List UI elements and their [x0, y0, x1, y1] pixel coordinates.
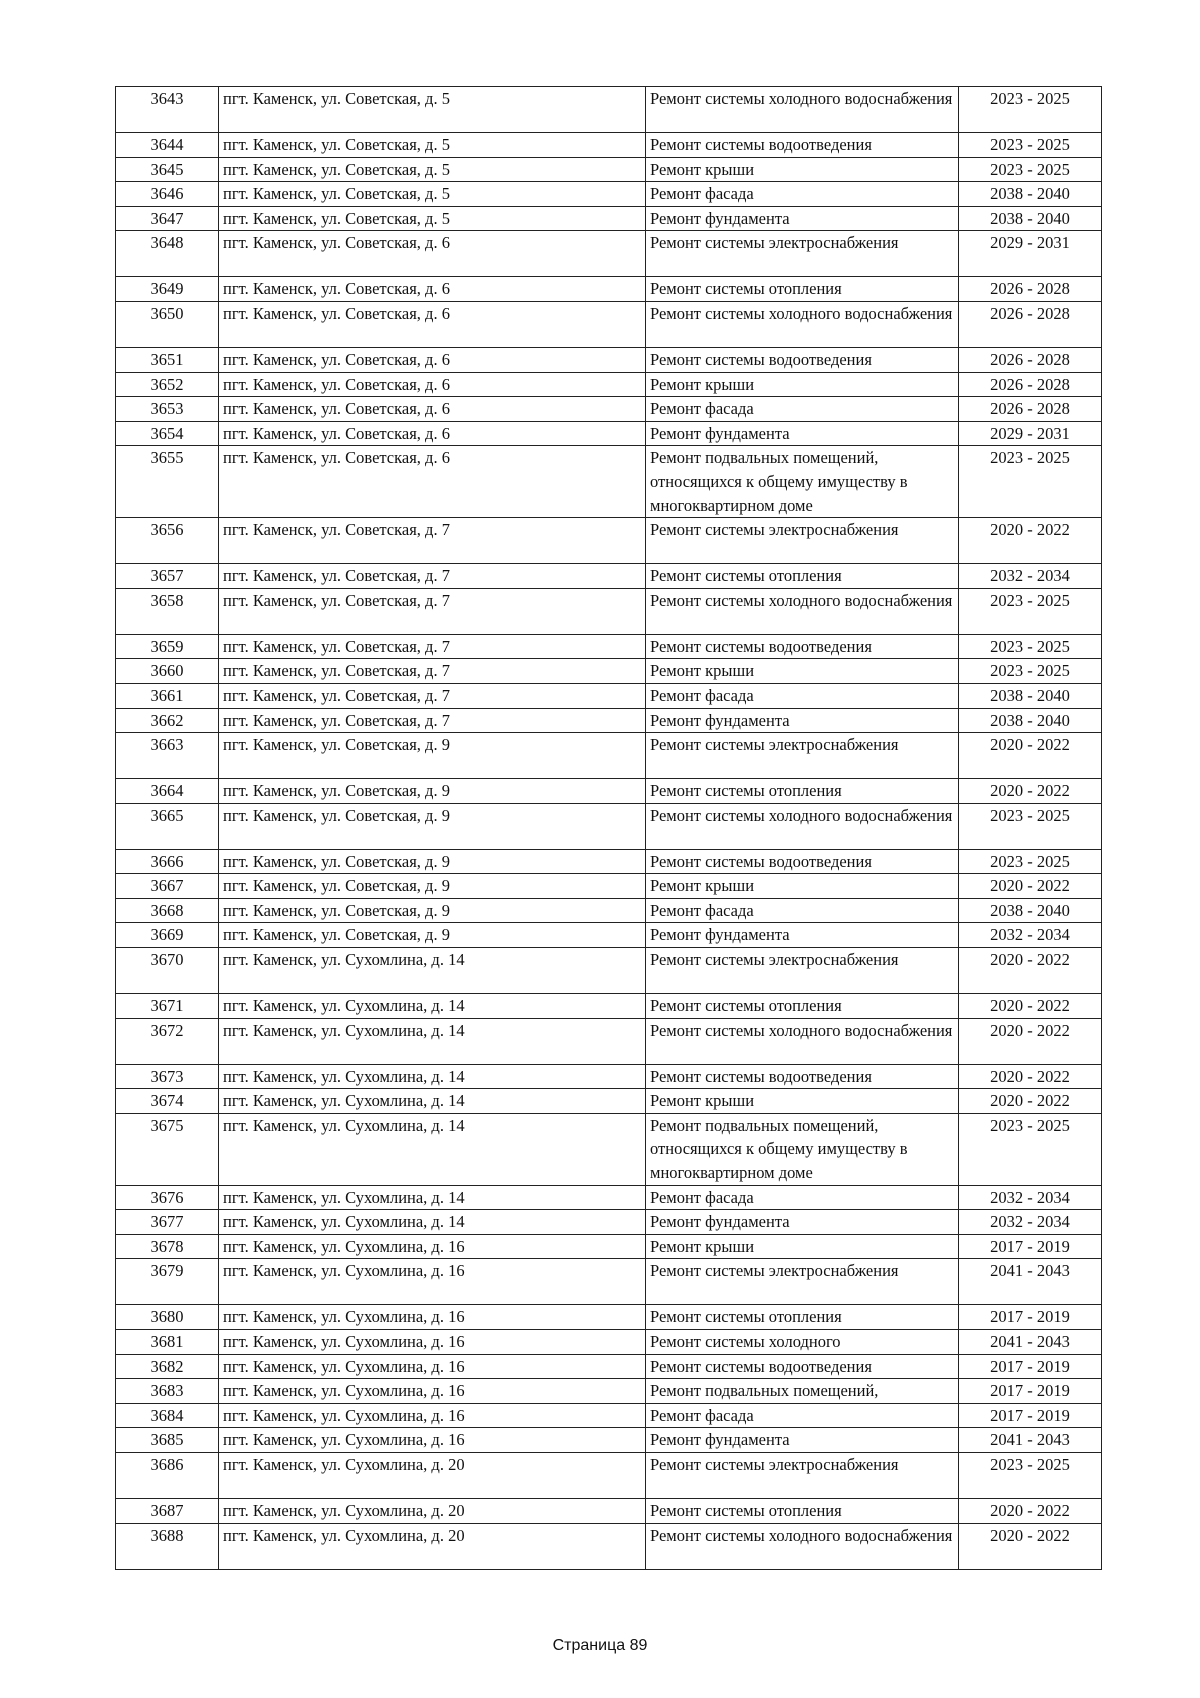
table-row [116, 803, 1102, 849]
work-type-cell: Ремонт фундамента [646, 421, 959, 446]
period-cell: 2017 - 2019 [959, 1354, 1102, 1379]
table-row [116, 634, 1102, 659]
address-cell: пгт. Каменск, ул. Советская, д. 7 [219, 518, 646, 564]
address-cell: пгт. Каменск, ул. Советская, д. 9 [219, 849, 646, 874]
address-cell: пгт. Каменск, ул. Сухомлина, д. 16 [219, 1403, 646, 1428]
table-row [116, 133, 1102, 158]
address-cell: пгт. Каменск, ул. Сухомлина, д. 16 [219, 1305, 646, 1330]
work-type-cell: Ремонт фундамента [646, 1210, 959, 1235]
row-number-cell: 3646 [116, 182, 219, 207]
table-row [116, 1018, 1102, 1064]
row-number-cell: 3664 [116, 779, 219, 804]
table-row [116, 1305, 1102, 1330]
row-number-cell: 3657 [116, 564, 219, 589]
period-cell: 2026 - 2028 [959, 277, 1102, 302]
table-row [116, 206, 1102, 231]
row-number-cell: 3674 [116, 1089, 219, 1114]
period-cell: 2023 - 2025 [959, 87, 1102, 133]
address-cell: пгт. Каменск, ул. Советская, д. 5 [219, 157, 646, 182]
row-number-cell: 3651 [116, 347, 219, 372]
work-type-cell: Ремонт системы отопления [646, 1498, 959, 1523]
work-type-cell: Ремонт системы холодного водоснабжения [646, 588, 959, 634]
period-cell: 2026 - 2028 [959, 347, 1102, 372]
period-cell: 2041 - 2043 [959, 1259, 1102, 1305]
row-number-cell: 3656 [116, 518, 219, 564]
row-number-cell: 3645 [116, 157, 219, 182]
table-row [116, 277, 1102, 302]
address-cell: пгт. Каменск, ул. Сухомлина, д. 14 [219, 948, 646, 994]
address-cell: пгт. Каменск, ул. Сухомлина, д. 14 [219, 1064, 646, 1089]
work-type-cell: Ремонт системы холодного [646, 1330, 959, 1355]
table-row [116, 347, 1102, 372]
period-cell: 2038 - 2040 [959, 683, 1102, 708]
address-cell: пгт. Каменск, ул. Советская, д. 5 [219, 87, 646, 133]
row-number-cell: 3672 [116, 1018, 219, 1064]
table-row [116, 1452, 1102, 1498]
address-cell: пгт. Каменск, ул. Советская, д. 9 [219, 898, 646, 923]
table-row [116, 564, 1102, 589]
address-cell: пгт. Каменск, ул. Сухомлина, д. 14 [219, 1089, 646, 1114]
work-type-cell: Ремонт системы отопления [646, 1305, 959, 1330]
table-row [116, 1234, 1102, 1259]
row-number-cell: 3666 [116, 849, 219, 874]
work-type-cell: Ремонт фасада [646, 1403, 959, 1428]
work-type-cell: Ремонт крыши [646, 157, 959, 182]
row-number-cell: 3658 [116, 588, 219, 634]
table-row [116, 1403, 1102, 1428]
work-type-cell: Ремонт фасада [646, 1185, 959, 1210]
work-type-cell: Ремонт системы электроснабжения [646, 1452, 959, 1498]
table-row [116, 779, 1102, 804]
row-number-cell: 3662 [116, 708, 219, 733]
row-number-cell: 3648 [116, 231, 219, 277]
period-cell: 2023 - 2025 [959, 634, 1102, 659]
table-row [116, 518, 1102, 564]
table-row [116, 1210, 1102, 1235]
page-number: Страница 89 [552, 1637, 648, 1654]
period-cell: 2017 - 2019 [959, 1379, 1102, 1404]
row-number-cell: 3685 [116, 1428, 219, 1453]
work-type-cell: Ремонт системы холодного водоснабжения [646, 803, 959, 849]
work-type-cell: Ремонт подвальных помещений, [646, 1379, 959, 1404]
row-number-cell: 3661 [116, 683, 219, 708]
table-row [116, 1089, 1102, 1114]
work-type-cell: Ремонт крыши [646, 1234, 959, 1259]
row-number-cell: 3655 [116, 446, 219, 518]
period-cell: 2023 - 2025 [959, 133, 1102, 158]
row-number-cell: 3687 [116, 1498, 219, 1523]
period-cell: 2020 - 2022 [959, 1064, 1102, 1089]
address-cell: пгт. Каменск, ул. Советская, д. 6 [219, 301, 646, 347]
table-row [116, 231, 1102, 277]
table-row [116, 1064, 1102, 1089]
work-type-cell: Ремонт системы водоотведения [646, 1354, 959, 1379]
period-cell: 2017 - 2019 [959, 1403, 1102, 1428]
table-row [116, 397, 1102, 422]
address-cell: пгт. Каменск, ул. Советская, д. 7 [219, 659, 646, 684]
address-cell: пгт. Каменск, ул. Сухомлина, д. 16 [219, 1330, 646, 1355]
work-type-cell: Ремонт фундамента [646, 1428, 959, 1453]
work-type-cell: Ремонт фундамента [646, 923, 959, 948]
work-type-cell: Ремонт системы электроснабжения [646, 231, 959, 277]
period-cell: 2020 - 2022 [959, 733, 1102, 779]
work-type-cell: Ремонт системы электроснабжения [646, 733, 959, 779]
work-type-cell: Ремонт системы электроснабжения [646, 1259, 959, 1305]
row-number-cell: 3654 [116, 421, 219, 446]
period-cell: 2038 - 2040 [959, 708, 1102, 733]
table-row [116, 1498, 1102, 1523]
work-type-cell: Ремонт крыши [646, 659, 959, 684]
work-type-cell: Ремонт крыши [646, 1089, 959, 1114]
period-cell: 2026 - 2028 [959, 397, 1102, 422]
row-number-cell: 3686 [116, 1452, 219, 1498]
row-number-cell: 3644 [116, 133, 219, 158]
work-type-cell: Ремонт системы отопления [646, 994, 959, 1019]
table-row [116, 1523, 1102, 1569]
period-cell: 2020 - 2022 [959, 874, 1102, 899]
period-cell: 2023 - 2025 [959, 849, 1102, 874]
work-type-cell: Ремонт системы водоотведения [646, 133, 959, 158]
period-cell: 2023 - 2025 [959, 588, 1102, 634]
address-cell: пгт. Каменск, ул. Советская, д. 7 [219, 634, 646, 659]
work-type-cell: Ремонт крыши [646, 372, 959, 397]
period-cell: 2032 - 2034 [959, 564, 1102, 589]
address-cell: пгт. Каменск, ул. Советская, д. 6 [219, 347, 646, 372]
work-type-cell: Ремонт системы электроснабжения [646, 948, 959, 994]
table-row [116, 588, 1102, 634]
address-cell: пгт. Каменск, ул. Советская, д. 9 [219, 803, 646, 849]
work-type-cell: Ремонт фасада [646, 898, 959, 923]
table-row [116, 659, 1102, 684]
table-row [116, 1185, 1102, 1210]
address-cell: пгт. Каменск, ул. Сухомлина, д. 20 [219, 1498, 646, 1523]
period-cell: 2032 - 2034 [959, 923, 1102, 948]
address-cell: пгт. Каменск, ул. Советская, д. 7 [219, 708, 646, 733]
period-cell: 2023 - 2025 [959, 1113, 1102, 1185]
address-cell: пгт. Каменск, ул. Сухомлина, д. 16 [219, 1354, 646, 1379]
period-cell: 2023 - 2025 [959, 1452, 1102, 1498]
period-cell: 2017 - 2019 [959, 1305, 1102, 1330]
address-cell: пгт. Каменск, ул. Советская, д. 5 [219, 182, 646, 207]
table-row [116, 683, 1102, 708]
address-cell: пгт. Каменск, ул. Советская, д. 7 [219, 588, 646, 634]
work-type-cell: Ремонт системы отопления [646, 779, 959, 804]
row-number-cell: 3679 [116, 1259, 219, 1305]
row-number-cell: 3649 [116, 277, 219, 302]
work-type-cell: Ремонт системы отопления [646, 277, 959, 302]
address-cell: пгт. Каменск, ул. Советская, д. 6 [219, 421, 646, 446]
table-row [116, 1330, 1102, 1355]
row-number-cell: 3673 [116, 1064, 219, 1089]
period-cell: 2020 - 2022 [959, 1498, 1102, 1523]
row-number-cell: 3680 [116, 1305, 219, 1330]
address-cell: пгт. Каменск, ул. Сухомлина, д. 16 [219, 1259, 646, 1305]
row-number-cell: 3683 [116, 1379, 219, 1404]
address-cell: пгт. Каменск, ул. Советская, д. 6 [219, 446, 646, 518]
address-cell: пгт. Каменск, ул. Сухомлина, д. 14 [219, 1113, 646, 1185]
work-type-cell: Ремонт фасада [646, 182, 959, 207]
row-number-cell: 3675 [116, 1113, 219, 1185]
work-type-cell: Ремонт системы отопления [646, 564, 959, 589]
period-cell: 2020 - 2022 [959, 1523, 1102, 1569]
work-type-cell: Ремонт фундамента [646, 206, 959, 231]
repair-schedule-table [115, 86, 1102, 1570]
work-type-cell: Ремонт фасада [646, 397, 959, 422]
table-row [116, 708, 1102, 733]
address-cell: пгт. Каменск, ул. Сухомлина, д. 14 [219, 1018, 646, 1064]
period-cell: 2041 - 2043 [959, 1428, 1102, 1453]
period-cell: 2026 - 2028 [959, 301, 1102, 347]
address-cell: пгт. Каменск, ул. Сухомлина, д. 20 [219, 1452, 646, 1498]
table-row [116, 1428, 1102, 1453]
period-cell: 2023 - 2025 [959, 157, 1102, 182]
row-number-cell: 3643 [116, 87, 219, 133]
address-cell: пгт. Каменск, ул. Советская, д. 5 [219, 133, 646, 158]
row-number-cell: 3650 [116, 301, 219, 347]
row-number-cell: 3682 [116, 1354, 219, 1379]
row-number-cell: 3681 [116, 1330, 219, 1355]
address-cell: пгт. Каменск, ул. Сухомлина, д. 14 [219, 1210, 646, 1235]
row-number-cell: 3667 [116, 874, 219, 899]
row-number-cell: 3670 [116, 948, 219, 994]
row-number-cell: 3652 [116, 372, 219, 397]
period-cell: 2020 - 2022 [959, 518, 1102, 564]
period-cell: 2023 - 2025 [959, 659, 1102, 684]
period-cell: 2038 - 2040 [959, 898, 1102, 923]
table-row [116, 301, 1102, 347]
address-cell: пгт. Каменск, ул. Сухомлина, д. 20 [219, 1523, 646, 1569]
period-cell: 2038 - 2040 [959, 206, 1102, 231]
work-type-cell: Ремонт системы холодного водоснабжения [646, 87, 959, 133]
table-row [116, 1259, 1102, 1305]
table-row [116, 1379, 1102, 1404]
table-row [116, 948, 1102, 994]
work-type-cell: Ремонт системы водоотведения [646, 1064, 959, 1089]
period-cell: 2032 - 2034 [959, 1210, 1102, 1235]
table-row [116, 923, 1102, 948]
table-row [116, 182, 1102, 207]
work-type-cell: Ремонт фасада [646, 683, 959, 708]
address-cell: пгт. Каменск, ул. Советская, д. 6 [219, 277, 646, 302]
address-cell: пгт. Каменск, ул. Сухомлина, д. 14 [219, 1185, 646, 1210]
table-row [116, 372, 1102, 397]
row-number-cell: 3669 [116, 923, 219, 948]
address-cell: пгт. Каменск, ул. Советская, д. 6 [219, 231, 646, 277]
row-number-cell: 3676 [116, 1185, 219, 1210]
address-cell: пгт. Каменск, ул. Советская, д. 9 [219, 779, 646, 804]
work-type-cell: Ремонт системы холодного водоснабжения [646, 301, 959, 347]
period-cell: 2029 - 2031 [959, 231, 1102, 277]
period-cell: 2029 - 2031 [959, 421, 1102, 446]
period-cell: 2020 - 2022 [959, 948, 1102, 994]
row-number-cell: 3677 [116, 1210, 219, 1235]
work-type-cell: Ремонт системы водоотведения [646, 634, 959, 659]
row-number-cell: 3678 [116, 1234, 219, 1259]
address-cell: пгт. Каменск, ул. Советская, д. 9 [219, 733, 646, 779]
period-cell: 2032 - 2034 [959, 1185, 1102, 1210]
address-cell: пгт. Каменск, ул. Сухомлина, д. 16 [219, 1428, 646, 1453]
row-number-cell: 3653 [116, 397, 219, 422]
work-type-cell: Ремонт крыши [646, 874, 959, 899]
address-cell: пгт. Каменск, ул. Советская, д. 9 [219, 923, 646, 948]
period-cell: 2038 - 2040 [959, 182, 1102, 207]
row-number-cell: 3671 [116, 994, 219, 1019]
table-row [116, 874, 1102, 899]
row-number-cell: 3663 [116, 733, 219, 779]
row-number-cell: 3688 [116, 1523, 219, 1569]
work-type-cell: Ремонт подвальных помещений, относящихся к общему имуществу в многоквартирном доме [646, 1113, 959, 1185]
table-row [116, 849, 1102, 874]
row-number-cell: 3665 [116, 803, 219, 849]
address-cell: пгт. Каменск, ул. Советская, д. 9 [219, 874, 646, 899]
period-cell: 2020 - 2022 [959, 1089, 1102, 1114]
work-type-cell: Ремонт системы холодного водоснабжения [646, 1523, 959, 1569]
table-row [116, 994, 1102, 1019]
table-body [116, 87, 1102, 1570]
address-cell: пгт. Каменск, ул. Советская, д. 7 [219, 683, 646, 708]
period-cell: 2020 - 2022 [959, 1018, 1102, 1064]
period-cell: 2020 - 2022 [959, 779, 1102, 804]
table-row [116, 733, 1102, 779]
work-type-cell: Ремонт подвальных помещений, относящихся к общему имуществу в многоквартирном доме [646, 446, 959, 518]
address-cell: пгт. Каменск, ул. Сухомлина, д. 14 [219, 994, 646, 1019]
row-number-cell: 3659 [116, 634, 219, 659]
row-number-cell: 3684 [116, 1403, 219, 1428]
period-cell: 2026 - 2028 [959, 372, 1102, 397]
table-row [116, 421, 1102, 446]
address-cell: пгт. Каменск, ул. Сухомлина, д. 16 [219, 1379, 646, 1404]
table-row [116, 157, 1102, 182]
table-row [116, 1354, 1102, 1379]
work-type-cell: Ремонт системы водоотведения [646, 347, 959, 372]
work-type-cell: Ремонт системы водоотведения [646, 849, 959, 874]
table-row [116, 87, 1102, 133]
work-type-cell: Ремонт фундамента [646, 708, 959, 733]
row-number-cell: 3660 [116, 659, 219, 684]
row-number-cell: 3647 [116, 206, 219, 231]
period-cell: 2017 - 2019 [959, 1234, 1102, 1259]
table-row [116, 898, 1102, 923]
address-cell: пгт. Каменск, ул. Сухомлина, д. 16 [219, 1234, 646, 1259]
period-cell: 2023 - 2025 [959, 803, 1102, 849]
address-cell: пгт. Каменск, ул. Советская, д. 6 [219, 397, 646, 422]
period-cell: 2041 - 2043 [959, 1330, 1102, 1355]
work-type-cell: Ремонт системы электроснабжения [646, 518, 959, 564]
address-cell: пгт. Каменск, ул. Советская, д. 7 [219, 564, 646, 589]
work-type-cell: Ремонт системы холодного водоснабжения [646, 1018, 959, 1064]
table-row [116, 446, 1102, 518]
row-number-cell: 3668 [116, 898, 219, 923]
period-cell: 2020 - 2022 [959, 994, 1102, 1019]
address-cell: пгт. Каменск, ул. Советская, д. 6 [219, 372, 646, 397]
period-cell: 2023 - 2025 [959, 446, 1102, 518]
address-cell: пгт. Каменск, ул. Советская, д. 5 [219, 206, 646, 231]
table-row [116, 1113, 1102, 1185]
